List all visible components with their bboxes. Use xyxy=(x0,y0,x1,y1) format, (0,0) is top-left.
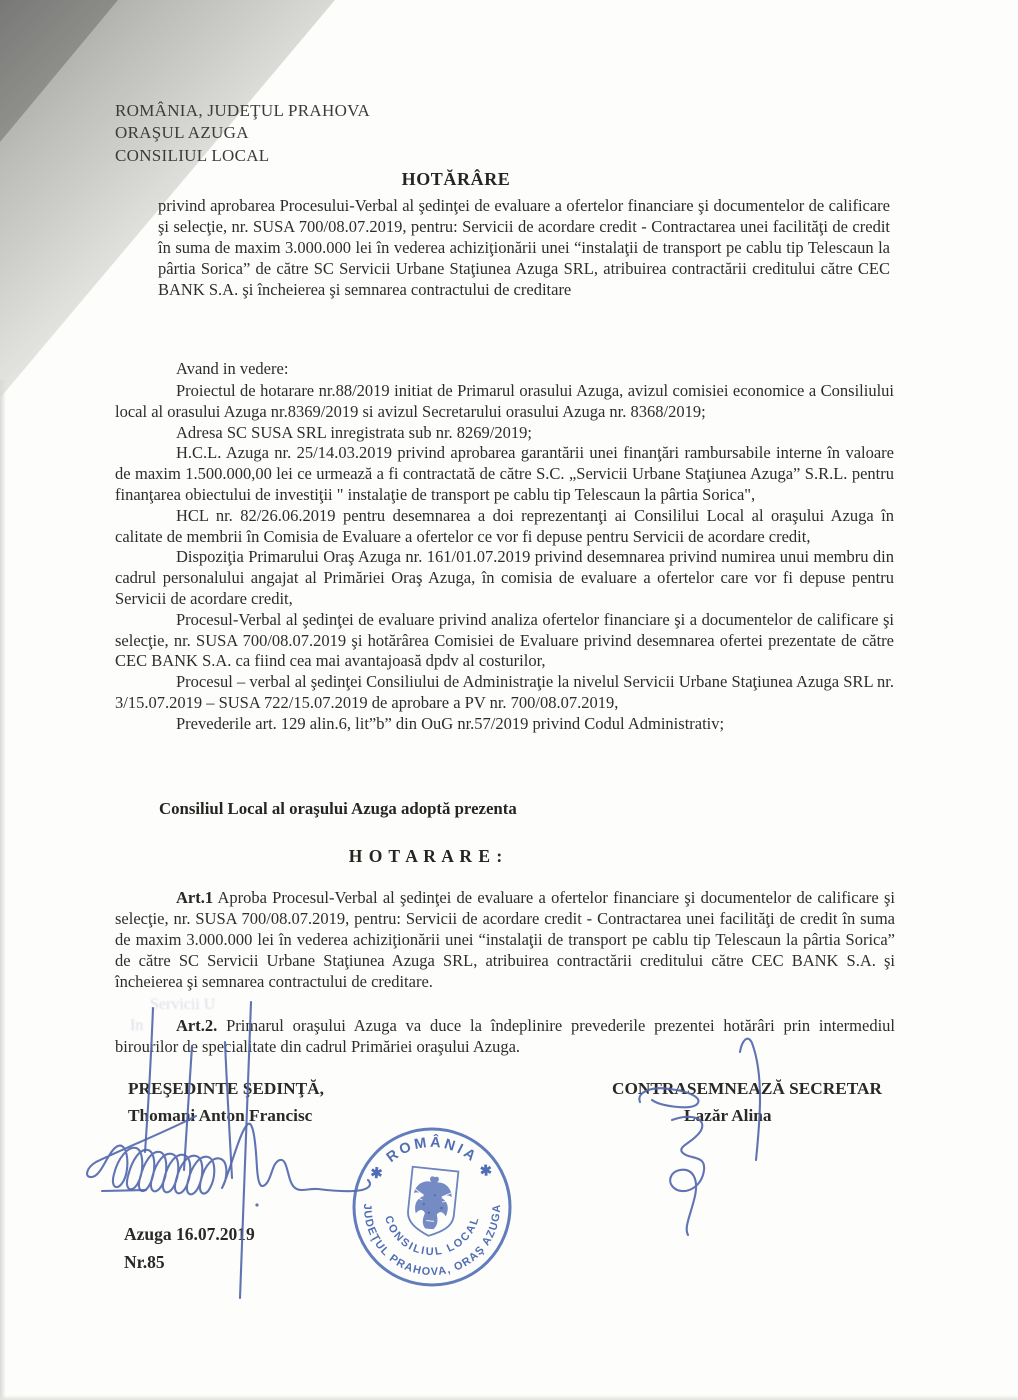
signature-block-president xyxy=(128,1075,324,1129)
stamp-top-text: ✱ ROMÂNIA ✱ xyxy=(367,1134,497,1183)
secretary-title: CONTRASEMNEAZĂ SECRETAR xyxy=(612,1079,882,1098)
article-2 xyxy=(115,1016,895,1058)
considering-item: HCL nr. 82/26.06.2019 pentru desemnarea a doi reprezentanţi ai Consililui Local al oraşului Azuga în calitate de membrii în Comisia de Evaluare a ofertelor ce vor fi depuse pentru Servicii de acordare credit, xyxy=(115,505,894,546)
secretary-signature-spiral xyxy=(670,1117,704,1235)
subject-paragraph: privind aprobarea Procesului-Verbal al şedinţei de evaluare a ofertelor financiare şi documentelor de calificare şi selecţie, nr. SUSA 700/08.07.2019, pentru: Servicii de acordare credit - Contractarea unei facilităţi de credit în suma de maxim 3.000.000 lei în vederea achiziţionării unei “instalaţii de transport pe cablu tip Telescaun la pârtia Sorica” de către SC Servicii Urbane Staţiunea Azuga SRL, atribuirea contractării creditului către CEC BANK S.A. şi încheierea şi semnarea contractului de creditare xyxy=(158,196,890,299)
considering-item: Prevederile art. 129 alin.6, lit”b” din OuG nr.57/2019 privind Codul Administrativ; xyxy=(176,713,725,733)
adoption-line: Consiliul Local al oraşului Azuga adoptă prezenta xyxy=(159,799,517,818)
letterhead xyxy=(115,100,370,167)
president-title: PREŞEDINTE ŞEDINŢĂ, xyxy=(128,1079,324,1098)
considering-item: Proiectul de hotarare nr.88/2019 initiat de Primarul orasului Azuga, avizul comisiei economice a Consiliului local al orasului Azuga nr.8369/2019 si avizul Secretarului orasului Azuga nr. 8368/2019; xyxy=(115,381,894,421)
letterhead-country: ROMÂNIA, JUDEŢUL PRAHOVA xyxy=(115,101,371,120)
article-2-text: Primarul oraşului Azuga va duce la îndeplinire prevederile prezentei hotărâri prin intermediul birourilor de specialitate din cadrul Primăriei oraşului Azuga. xyxy=(115,1016,895,1056)
letterhead-town: ORAŞUL AZUGA xyxy=(115,123,249,143)
decision-title: H O T A R A R E : xyxy=(348,846,504,866)
considering-list xyxy=(115,381,894,735)
scan-edge-bottom xyxy=(0,1395,1018,1400)
president-name: Thomani Anton Francisc xyxy=(128,1106,313,1125)
footer-date-number xyxy=(124,1220,255,1276)
considering-item: Procesul-Verbal al şedinţei de evaluare privind analiza ofertelor financiare şi a documentelor de calificare şi selecţie, nr. SUSA 700/08.07.2019 şi hotărârea Comisiei de Evaluare privind desemnarea ofertei prezentate de către CEC BANK S.A. ca fiind cea mai avantajoasă dpdv al costurilor, xyxy=(115,609,894,671)
stamp-outer-text: JUDEŢUL PRAHOVA, ORAŞ AZUGA xyxy=(360,1203,504,1279)
signature-block-secretary xyxy=(612,1075,882,1129)
considering-item: H.C.L. Azuga nr. 25/14.03.2019 privind aprobarea garantării unei finanţări rambursabile interne în valoare de maxim 1.500.000,00 lei ce urmează a fi contractată de către S.C. „Servicii Urbane Staţiunea Azuga” S.R.L. pentru finanţarea obiectului de investiţii " instalaţie de transport pe cablu tip Telescaun la pârtia Sorica", xyxy=(115,443,894,504)
council-stamp xyxy=(350,1125,514,1289)
stamp-coat-of-arms xyxy=(406,1167,459,1238)
bleed-through-text: Servicii U xyxy=(150,996,216,1013)
considering-item: Adresa SC SUSA SRL inregistrata sub nr. 8269/2019; xyxy=(176,422,532,442)
place-date: Azuga 16.07.2019 xyxy=(124,1224,255,1244)
svg-text:✱ ROMÂNIA ✱ xyxy=(368,1133,497,1183)
considering-item: Dispoziţia Primarului Oraş Azuga nr. 161/01.07.2019 privind desemnarea privind numirea unui membru din cadrul personalului angajat al Primăriei Oraş Azuga, în comisia de evaluare a ofertelor care vor fi depuse pentru Servicii de acordare credit, xyxy=(115,547,894,608)
considering-item: Procesul – verbal al şedinţei Consiliului de Administraţie la nivelul Servicii Urbane Staţiunea Azuga SRL nr. 3/15.07.2019 – SUSA 722/15.07.2019 de aprobare a PV nr. 700/08.07.2019, xyxy=(115,672,894,712)
article-2-label: Art.2. xyxy=(176,1016,218,1035)
bleed-through-text: In xyxy=(130,1017,144,1034)
considering-label: Avand in vedere: xyxy=(176,359,289,378)
decision-number: Nr.85 xyxy=(124,1252,165,1272)
scan-edge-left xyxy=(0,380,6,1400)
document-title: HOTĂRÂRE xyxy=(401,169,511,189)
president-signature-underline xyxy=(102,1190,146,1191)
article-1-text: Aproba Procesul-Verbal al şedinţei de evaluare a ofertelor financiare şi documentelor de calificare şi selecţie, nr. SUSA 700/08.07.2019, pentru: Servicii de acordare credit - Contractarea unei facilităţi de credit în suma de maxim 3.000.000 lei în vederea achiziţionării unei “instalaţii de transport pe cablu tip Telescaun la pârtia Sorica” de către SC Servicii Urbane Staţiunea Azuga SRL, atribuirea contractării creditului către CEC BANK S.A. şi încheierea şi semnarea contractului de creditare. xyxy=(115,888,895,991)
letterhead-council: CONSILIUL LOCAL xyxy=(115,145,270,165)
stamp-inner-text: CONSILIUL LOCAL xyxy=(381,1214,482,1259)
article-1 xyxy=(115,888,895,993)
article-1-label: Art.1 xyxy=(176,888,214,907)
secretary-name: Lazăr Alina xyxy=(684,1106,772,1125)
